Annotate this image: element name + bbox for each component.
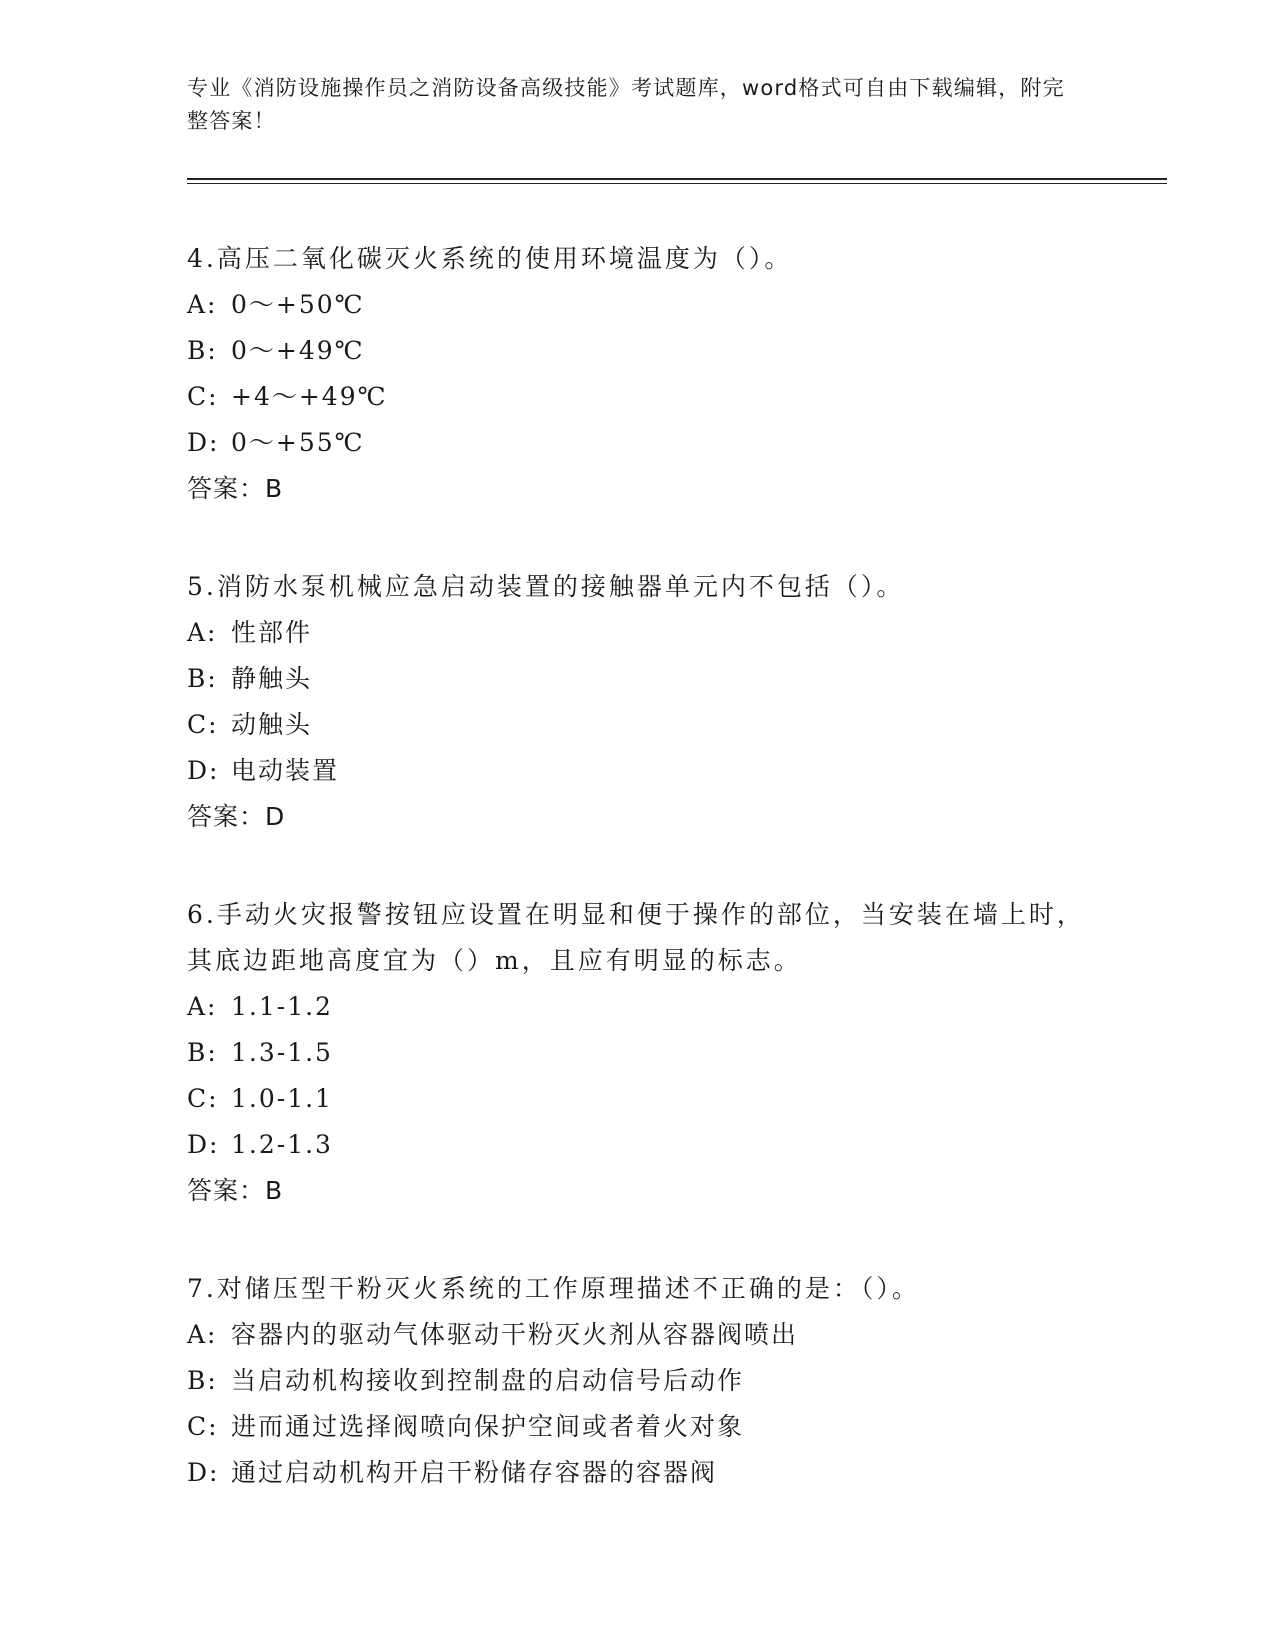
header-divider-thin	[187, 183, 1167, 184]
option-text: 0～+55℃	[231, 428, 365, 457]
option-letter: D:	[187, 1130, 220, 1159]
header-divider-thick	[187, 178, 1167, 180]
option-d	[187, 1122, 1087, 1168]
option-b	[187, 1358, 1087, 1404]
option-letter: C:	[187, 710, 219, 739]
option-text: 1.1-1.2	[231, 992, 333, 1021]
option-text: 0～+49℃	[231, 336, 365, 365]
option-text: 1.2-1.3	[231, 1130, 333, 1159]
option-d	[187, 748, 1087, 794]
option-c	[187, 1404, 1087, 1450]
option-text: 1.3-1.5	[231, 1038, 333, 1067]
answer-line: 答案：B	[187, 1176, 284, 1205]
question-item	[187, 564, 1087, 840]
question-item	[187, 236, 1087, 512]
question-item	[187, 892, 1087, 1214]
option-text: 进而通过选择阀喷向保护空间或者着火对象	[231, 1412, 745, 1441]
option-letter: D:	[187, 428, 220, 457]
option-letter: A:	[187, 1320, 218, 1349]
question-item	[187, 1266, 1087, 1496]
question-stem: 7.对储压型干粉灭火系统的工作原理描述不正确的是：（）。	[187, 1274, 920, 1303]
question-stem: 4.高压二氧化碳灭火系统的使用环境温度为（）。	[187, 244, 793, 273]
option-c	[187, 702, 1087, 748]
option-letter: A:	[187, 290, 218, 319]
option-text: 容器内的驱动气体驱动干粉灭火剂从容器阀喷出	[231, 1320, 799, 1349]
option-letter: C:	[187, 1084, 219, 1113]
question-list	[187, 236, 1087, 1548]
option-letter: B:	[187, 1366, 218, 1395]
option-c	[187, 374, 1087, 420]
option-letter: D:	[187, 1458, 220, 1487]
option-b	[187, 328, 1087, 374]
option-text: 0～+50℃	[231, 290, 365, 319]
option-letter: A:	[187, 992, 218, 1021]
answer-line: 答案：B	[187, 474, 284, 503]
option-text: +4～+49℃	[231, 382, 388, 411]
option-text: 性部件	[231, 618, 313, 647]
option-a	[187, 1312, 1087, 1358]
option-letter: B:	[187, 1038, 218, 1067]
question-stem: 6.手动火灾报警按钮应设置在明显和便于操作的部位，当安装在墙上时，其底边距地高度宜为（）m，且应有明显的标志。	[187, 900, 1085, 975]
document-header-text: 专业《消防设施操作员之消防设备高级技能》考试题库，word格式可自由下载编辑，附完整答案！	[187, 76, 1065, 133]
option-text: 当启动机构接收到控制盘的启动信号后动作	[231, 1366, 745, 1395]
option-letter: B:	[187, 664, 218, 693]
option-letter: B:	[187, 336, 218, 365]
option-a	[187, 984, 1087, 1030]
option-d	[187, 1450, 1087, 1496]
question-stem: 5.消防水泵机械应急启动装置的接触器单元内不包括（）。	[187, 572, 905, 601]
option-a	[187, 610, 1087, 656]
option-letter: D:	[187, 756, 220, 785]
option-text: 1.0-1.1	[231, 1084, 333, 1113]
option-b	[187, 1030, 1087, 1076]
option-d	[187, 420, 1087, 466]
option-letter: C:	[187, 1412, 219, 1441]
option-letter: C:	[187, 382, 219, 411]
option-letter: A:	[187, 618, 218, 647]
option-text: 电动装置	[231, 756, 340, 785]
answer-line: 答案：D	[187, 802, 286, 831]
option-text: 静触头	[231, 664, 313, 693]
option-a	[187, 282, 1087, 328]
option-b	[187, 656, 1087, 702]
option-text: 动触头	[231, 710, 313, 739]
option-c	[187, 1076, 1087, 1122]
option-text: 通过启动机构开启干粉储存容器的容器阀	[231, 1458, 718, 1487]
